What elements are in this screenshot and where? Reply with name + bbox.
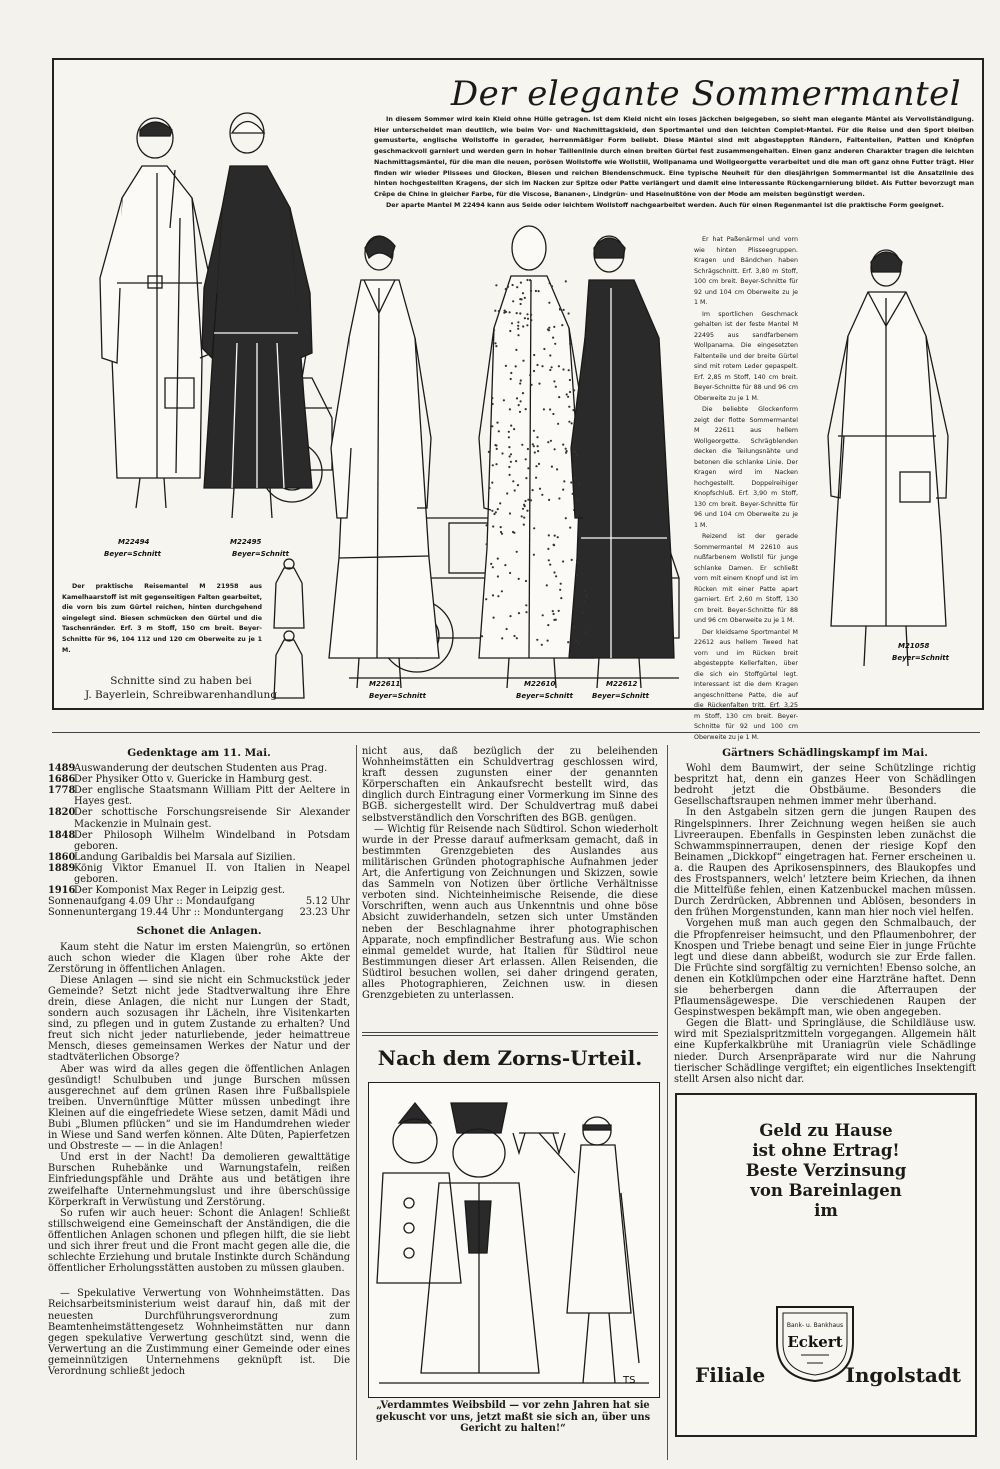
coats-drawing-left [62, 78, 352, 528]
bank-logo-small-text: Bank- u. Bankhaus [786, 1322, 844, 1329]
section-rule [362, 1035, 658, 1036]
article-para: Diese Anlagen — sind sie nicht ein Schmuckstück jeder Gemeinde? Setzt nicht jede Stadtverwaltung ihre Ehre drein, diese Anlagen, die nicht nur Lungen der Stadt, sondern auch sozusagen ihr Lächeln, ihre Visitenkarten sind, zu pflegen und in gutem Zustande zu erhalten? Und freut sich nicht jeder naturliebende, jeder heimattreue Mensch, dieses gemeinsamen Werkes der Natur und der stadtväterlichen Obsorge? [48, 974, 350, 1064]
right-col-para: Im sportlichen Geschmack gehalten ist der feste Mantel M 22495 aus sandfarbenem Wollpanama. Die eingesetzten Faltenteile und der breite Gürtel sind mit rotem Leder gepaspelt. Erf. 2,85 m Stoff, 140 cm breit. Beyer-Schnitte für 88 und 96 cm Oberweite zu je 1 M. [694, 310, 798, 402]
column-1 [48, 746, 350, 1377]
ad-line: von Bareinlagen [750, 1181, 902, 1200]
cartoon-caption: „Verdammtes Weibsbild — vor zehn Jahren hat sie gekuscht vor uns, jetzt maßt sie sich an, über uns Gericht zu halten!“ [375, 1400, 651, 1434]
bank-logo [773, 1303, 857, 1383]
article-para: So rufen wir auch heuer: Schont die Anlagen! Schließt stillschweigend eine Gemeinschaft der Anständigen, die die öffentlichen Anlagen schonen und pflegen hilft, die sie liebt und sich ihrer freut und die Front macht gegen alle die, die schlechte Erziehung und brutale Instinkte durch Schändung öffentlicher Erholungsstätten austoben zu müssen glauben. [48, 1207, 350, 1275]
moonrise-time: 5.12 Uhr [305, 896, 350, 908]
article-para: Kaum steht die Natur im ersten Maiengrün, so ertönen auch schon wieder die Klagen über rohe Akte der Zerstörung in öffentlichen Anlagen. [48, 941, 350, 975]
anniversary-text: Landung Garibaldis bei Marsala auf Sizilien. [74, 851, 296, 863]
anniversary-text: Der schottische Forschungsreisende Sir Alexander Mackenzie in Mulnain gest. [74, 807, 350, 830]
article-para: — Wichtig für Reisende nach Südtirol. Schon wiederholt wurde in der Presse darauf aufmerksam gemacht, daß in bestimmten Grenzgebieten des Auslandes aus militärischen Gründen photographische Aufnahmen jeder Art, die Anfertigung von Zeichnungen und Skizzen, sowie das Sammeln von Notizen über örtliche Verhältnisse verboten sind. Nichteinheimische Reisende, die diese Vorschriften, wenn auch aus Unkenntnis und ohne böse Absicht zuwiderhandeln, setzen sich unter Umständen neben der Beschlagnahme ihrer photographischen Apparate, noch empfindlicher Bestrafung aus. Wie schon einmal gemeldet wurde, hat Italien für Südtirol neue Bestimmungen dieser Art erlassen. Allen Reisenden, die Südtirol besuchen wollen, sei daher dringend geraten, alles Photographieren, Zeichnen usw. in diesen Grenzgebieten zu unterlassen. [362, 823, 658, 1002]
anniversary-year: 1820 [48, 807, 76, 819]
anniversary-text: Der Philosoph Wilhelm Windelband in Potsdam geboren. [74, 829, 350, 852]
article-heading: Schonet die Anlagen. [136, 925, 262, 938]
anniversary-text: Auswanderung der deutschen Studenten aus Prag. [74, 763, 328, 775]
section-rule [362, 1032, 658, 1033]
ad-line: ist ohne Ertrag! [752, 1141, 900, 1160]
column-rule [667, 745, 668, 1460]
anniversary-year: 1848 [48, 829, 76, 841]
article-para: — Spekulative Verwertung von Wohnheimstätten. Das Reichsarbeitsministerium weist darauf hin, daß mit der neuesten Durchführungsverordnung zum Beamtenheimstättengesetz Wohnheimstätten nur dann gegen spekulative Verwertung geschützt sind, wenn die Verwertung an die Zustimmung einer Gemeinde oder eines gemeinnützigen Unternehmens geknüpft ist. Die Verordnung schließt jedoch [48, 1288, 350, 1377]
anniversary-item [48, 785, 350, 807]
anniversary-text: Der englische Staatsmann William Pitt der Aeltere in Hayes gest. [74, 785, 350, 808]
column-rule [356, 745, 357, 1460]
article-para: Gegen die Blatt- und Springläuse, die Schildläuse usw. wird mit Spezialspritzmitteln vorgegangen. Allgemein hält eine Kupferkalkbrühe mit Uraniagrün viele Schädlinge nieder. Durch Arsenpräparate wird nur die Nahrung tierischer Schädlinge vergiftet; ein eigentliches Insektengift stellt Arsen also nicht dar. [674, 1018, 976, 1085]
fig-beyer-b: Beyer=Schnitt [232, 550, 289, 558]
section-rule [52, 732, 980, 733]
shop-line [62, 674, 300, 702]
coat-illustration-right [806, 236, 968, 696]
anniversary-year: 1686 [48, 774, 76, 786]
fig-beyer-c2: Beyer=Schnitt [516, 692, 573, 700]
fashion-intro-para: Der aparte Mantel M 22494 kann aus Seide oder leichtem Wollstoff nachgearbeitet werden. Auch für einen Regenmantel ist die praktische Form geeignet. [386, 200, 944, 209]
column-3 [674, 746, 976, 1085]
anniversary-year: 1916 [48, 885, 76, 897]
shop-line-2: J. Bayerlein, Schreibwarenhandlung [84, 689, 278, 701]
fig-beyer-c3: Beyer=Schnitt [592, 692, 649, 700]
fig-label-m22494: M22494 [118, 538, 150, 546]
article-para: In den Astgabeln sitzen gern die jungen Raupen des Ringelspinners. Ihrer Zeichnung wegen heißen sie auch Livreeraupen. Ebenfalls in Gespinsten leben zunächst die Schwammspinnerraupen, denen der riesige Kopf den Beinamen „Dickkopf“ eingetragen hat. Ferner erscheinen u. a. die Raupen des Aprikosenspinners, des Blaukopfes und des Frostspanners, welch' letztere beim Kriechen, da ihnen die Mittelfüße fehlen, einen Katzenbuckel machen müssen. Durch Zerdrücken, Abbrennen und Ablösen, besonders in den frühen Morgenstunden, kann man hier noch viel helfen. [674, 807, 976, 919]
article-heading: Gärtners Schädlingskampf im Mai. [722, 747, 928, 759]
anniversary-year: 1489 [48, 763, 76, 775]
ad-line: Beste Verzinsung [745, 1161, 907, 1180]
right-col-para: Er hat Paßenärmel und vorn wie hinten Plisseegruppen. Kragen und Bändchen haben Schrägschnitt. Erf. 3,80 m Stoff, 100 cm breit. Beyer-Schnitte für 92 und 104 cm Oberweite zu je 1 M. [694, 236, 798, 306]
anniversary-item [48, 807, 350, 829]
right-col-para: Der kleidsame Sportmantel M 22612 aus hellem Tweed hat vorn und im Rücken breit abgesteppte Kellerfalten, über die sich ein Stoffgürtel legt. Interessant ist die dem Kragen angeschnittene Patte, die auf die Rückenfalten tritt. Erf. 3,25 m Stoff, 130 cm breit. Beyer-Schnitte für 92 und 100 cm Oberweite zu je 1 M. [694, 628, 798, 741]
anniversary-item [48, 763, 350, 774]
article-para: Aber was wird da alles gegen die öffentlichen Anlagen gesündigt! Schulbuben und junge Burschen müssen ausgerechnet auf dem grünen Rasen ihre Fußballspiele treiben. Unvernünftige Mütter müssen unbedingt ihre Kleinen auf die eingefriedete Wiese setzen, damit Mädi und Bubi „Blumen pflücken“ und sie im Handumdrehen wieder in Wiese und Sand werfen können. Alte Düten, Papierfetzen und Obstreste — — in die Anlagen! [48, 1063, 350, 1153]
fig-label-m22611: M22611 [369, 680, 401, 688]
article-para: nicht aus, daß bezüglich der zu beleihenden Wohnheimstätten ein Schuldvertrag geschlossen wird, kraft dessen zugunsten einer der genannten Körperschaften ein Ankaufsrecht bestellt wird, das dinglich durch Eintragung einer Vormerkung im Sinne des BGB. sichergestellt wird. Der Schuldvertrag muß dabei selbstverständlich den Vorschriften des BGB. genügen. [362, 746, 658, 824]
sun-row [48, 907, 350, 918]
anniversary-text: König Viktor Emanuel II. von Italien in Neapel geboren. [74, 862, 350, 886]
shop-line-1: Schnitte sind zu haben bei [110, 675, 252, 687]
fig-beyer-a: Beyer=Schnitt [104, 550, 161, 558]
fig-beyer-right: Beyer=Schnitt [892, 654, 949, 662]
right-col-para: Die beliebte Glockenform zeigt der flotte Sommermantel M 22611 aus hellem Wollgeorgette. Schrägblenden decken die Teilungsnähte und betonen die schlanke Linie. Der Kragen wird im Nacken hochgestellt. Doppelreihiger Knopfschluß. Erf. 3,90 m Stoff, 130 cm breit. Beyer-Schnitte für 96 und 104 cm Oberweite zu je 1 M. [694, 406, 798, 529]
anniversary-text: Der Komponist Max Reger in Leipzig gest. [74, 885, 286, 897]
fashion-intro [374, 114, 974, 210]
bank-logo-name: Eckert [787, 1333, 843, 1351]
anniversary-item [48, 830, 350, 852]
ad-footer-branch: Filiale [695, 1363, 766, 1387]
fashion-right-column [694, 235, 798, 744]
ad-line: im [814, 1201, 838, 1220]
moonset-time: 23.23 Uhr [299, 907, 350, 919]
article-para: Wohl dem Baumwirt, der seine Schützlinge richtig bespritzt hat, denn ein ganzes Heer von Schädlingen bedroht jetzt die Obstbäume. Besonders die Gesellschaftsraupen nehmen immer mehr überhand. [674, 763, 976, 808]
cartoon-image [368, 1082, 660, 1398]
fashion-title: Der elegante Sommermantel [450, 74, 962, 114]
caption-reisemantel-text: Der praktische Reisemantel M 21958 aus Kamelhaarstoff ist mit gegenseitigen Falten gearbeitet, die vorn bis zum Gürtel reichen, hinten durchgehend eingelegt sind. Biesen schmücken den Gürtel und die Taschenränder. Erf. 3 m Stoff, 150 cm breit. Beyer-Schnitte für 96, 104 112 und 120 cm Oberweite zu je 1 M. [62, 583, 262, 654]
fig-label-m22612: M22612 [606, 680, 638, 688]
fig-label-m22610: M22610 [524, 680, 556, 688]
ad-text [677, 1121, 975, 1221]
cartoon-drawing [369, 1083, 659, 1397]
cartoon-title: Nach dem Zorns-Urteil. [377, 1046, 643, 1070]
coat-illustration-left [62, 78, 352, 558]
right-col-para: Reizend ist der gerade Sommermantel M 22610 aus nußfarbenem Wollstil für junge schlanke Damen. Er schließt vorn mit einem Knopf und ist im Rücken mit einer Patte apart garniert. Erf. 2,60 m Stoff, 130 cm breit. Beyer-Schnitte für 88 und 96 cm Oberweite zu je 1 M. [694, 533, 798, 624]
article-para: Vorgehen muß man auch gegen den Schmalbauch, der die Pfropfenreiser heimsucht, und den Pflaumenbohrer, der Knospen und Triebe benagt und seine Eier in junge Früchte legt und diese dann abbeißt, wodurch sie zur Erde fallen. Die Früchte sind sorgfältig zu vernichten! Ebenso solche, an denen ein Kotklümpchen oder eine Harzträne haftet. Denn sie beherbergen dann die Afterraupen der Pflaumensägewespe. Die verschiedenen Raupen der Gespinstwespen bekämpft man, wie oben angegeben. [674, 918, 976, 1019]
anniversary-year: 1860 [48, 851, 76, 863]
anniversary-year: 1889 [48, 862, 76, 874]
coat-drawing-right [806, 236, 968, 676]
sunrise-label: Sonnenaufgang 4.09 Uhr :: Mondaufgang [48, 896, 255, 908]
ad-footer-city: Ingolstadt [845, 1363, 961, 1387]
anniversary-item [48, 885, 350, 896]
anniversary-list [48, 763, 350, 896]
fashion-panel [52, 58, 984, 741]
caption-reisemantel [62, 582, 262, 656]
fashion-intro-para: In diesem Sommer wird kein Kleid ohne Hülle getragen. Ist dem Kleid nicht ein loses Jäckchen beigegeben, so sieht man elegante Mäntel als Vervollständigung. Hier unterscheidet man deutlich, wie beim Vor- und Nachmittagskleid, den Sportmantel und den leichten Complet-Mantel. Für die Reise und den Sport bleiben gemusterte, englische Wollstoffe in gerader, herrenmäßiger Form beliebt. Diese Mäntel sind mit abgesteppten Rändern, Faltenteilen, Patten und Knöpfen geschmackvoll garniert und werden gern in hoher Taillenlinie durch einen breiten Gürtel fest zusammengehalten. Einen ganz anderen Charakter tragen die leichten Nachmittagsmäntel, für die man die neuen, porösen Wollstoffe wie Wollstiil, Wollpanama und Wollgeorgette verarbeitet und die man oft ganz ohne Futter trägt. Hier finden wir wieder Plissees und Glocken, Biesen und reichen Blendenschmuck. Eine typische Neuheit für den diesjährigen Sommermantel ist die Ansatzlinie des hinten hochgestellten Kragens, der sich im Nacken zur Spitze oder Patte verlängert und damit eine interessante Rückengarnierung bildet. Als Futter bevorzugt man Crêpe de Chine in gleicher Farbe, für die Viscose, Bananen-, Lindgrün- und Haselnußtöne von der Mode am meisten begünstigt werden. [374, 115, 974, 198]
coats-drawing-center [319, 218, 691, 704]
anniversary-year: 1778 [48, 785, 76, 797]
bank-advertisement [675, 1093, 977, 1437]
sunset-label: Sonnenuntergang 19.44 Uhr :: Monduntergang [48, 907, 284, 919]
anniversary-item [48, 863, 350, 885]
fig-label-m21058: M21058 [898, 642, 930, 650]
cartoon-signature: TS [623, 1375, 636, 1386]
fig-beyer-c1: Beyer=Schnitt [369, 692, 426, 700]
cartoon [362, 1046, 658, 1440]
anniversary-item [48, 852, 350, 863]
coat-illustration-center [319, 218, 691, 704]
ad-line: Geld zu Hause [759, 1121, 893, 1140]
article-para: Und erst in der Nacht! Da demolieren gewalttätige Burschen Ruhebänke und Warnungstafeln, reißen Einfriedungspfähle und Drähte aus und betätigen ihre zweifelhafte Unternehmungslust und ihre überschüssige Körperkraft in Verwüstung und Zerstörung. [48, 1152, 350, 1208]
anniversaries-heading: Gedenktage am 11. Mai. [127, 747, 271, 759]
column-2 [362, 746, 658, 1001]
sun-row [48, 896, 350, 907]
fig-label-m22495: M22495 [230, 538, 262, 546]
anniversary-text: Der Physiker Otto v. Guericke in Hamburg gest. [74, 774, 313, 786]
anniversary-item [48, 774, 350, 785]
